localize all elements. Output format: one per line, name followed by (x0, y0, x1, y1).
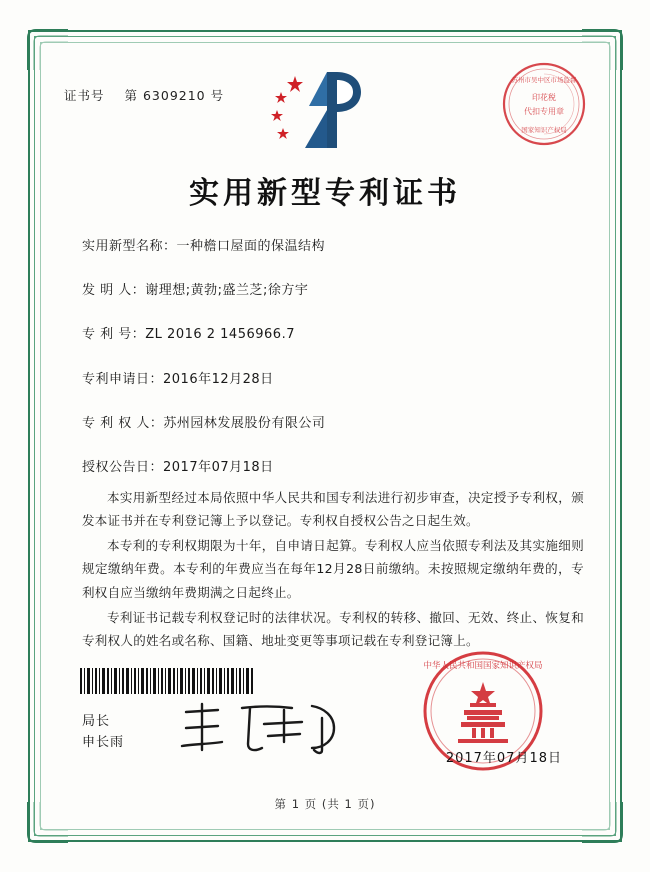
svg-text:国家知识产权局: 国家知识产权局 (521, 126, 567, 134)
field-label: 专利申请日： (82, 371, 164, 387)
issue-date: 2017年07月18日 (445, 751, 562, 766)
barcode (80, 668, 255, 694)
svg-text:代扣专用章: 代扣专用章 (524, 107, 564, 116)
certificate-content (52, 56, 598, 816)
cnipa-logo-icon (265, 66, 385, 152)
svg-text:苏州市吴中区市场监督: 苏州市吴中区市场监督 (511, 76, 577, 84)
field-value: 一种檐口屋面的保温结构 (176, 239, 326, 254)
director-name: 申长雨 (82, 735, 125, 751)
field-list (82, 238, 588, 503)
field-value: 2016年12月28日 (163, 371, 274, 387)
field-label: 专 利 号： (82, 327, 146, 343)
field-value: 苏州园林发展股份有限公司 (163, 415, 326, 431)
field-value: ZL 2016 2 1456966.7 (145, 327, 295, 343)
director-signature-block (82, 712, 124, 754)
field-patentee (82, 415, 588, 433)
director-label: 局长 (82, 714, 111, 730)
paragraph: 专利证书记载专利权登记时的法律状况。专利权的转移、撤回、无效、终止、恢复和专利权人的姓名或名称、国籍、地址变更等事项记载在专利登记簿上。 (82, 609, 584, 648)
page-footer: 第 1 页 (共 1 页) (274, 797, 376, 811)
legal-body-text (82, 486, 584, 654)
paragraph: 本实用新型经过本局依照中华人民共和国专利法进行初步审查，决定授予专利权，颁发本证书并在专利登记簿上予以登记。专利权自授权公告之日起生效。 (82, 490, 584, 529)
field-label: 发 明 人： (82, 283, 146, 299)
paragraph: 本专利的专利权期限为十年，自申请日起算。专利权人应当依照专利法及其实施细则规定缴纳年费。本专利的年费应当在每年12月28日前缴纳。未按照规定缴纳年费的，专利权自应当缴纳年费期满之日起终止。 (82, 538, 584, 600)
field-inventors (82, 282, 588, 300)
field-label: 专 利 权 人： (82, 415, 164, 431)
handwritten-signature (172, 698, 352, 758)
field-patent-number (82, 326, 588, 344)
certificate-number-label: 证书号 (64, 88, 105, 103)
field-application-date (82, 371, 588, 389)
field-utility-model-name (82, 238, 588, 256)
svg-text:中华人民共和国国家知识产权局: 中华人民共和国国家知识产权局 (423, 661, 543, 671)
field-label: 授权公告日： (82, 459, 164, 475)
field-label: 实用新型名称： (82, 239, 177, 254)
certificate-number-value: 第 6309210 号 (124, 88, 225, 103)
field-value: 2017年07月18日 (163, 459, 274, 475)
page-title: 实用新型专利证书 (189, 176, 461, 211)
tax-stamp-seal (498, 58, 590, 150)
field-value: 谢理想;黄勃;盛兰芝;徐方宇 (145, 283, 309, 299)
field-grant-date (82, 459, 588, 477)
certificate-number-line (64, 86, 224, 104)
svg-text:印花税: 印花税 (532, 93, 556, 102)
